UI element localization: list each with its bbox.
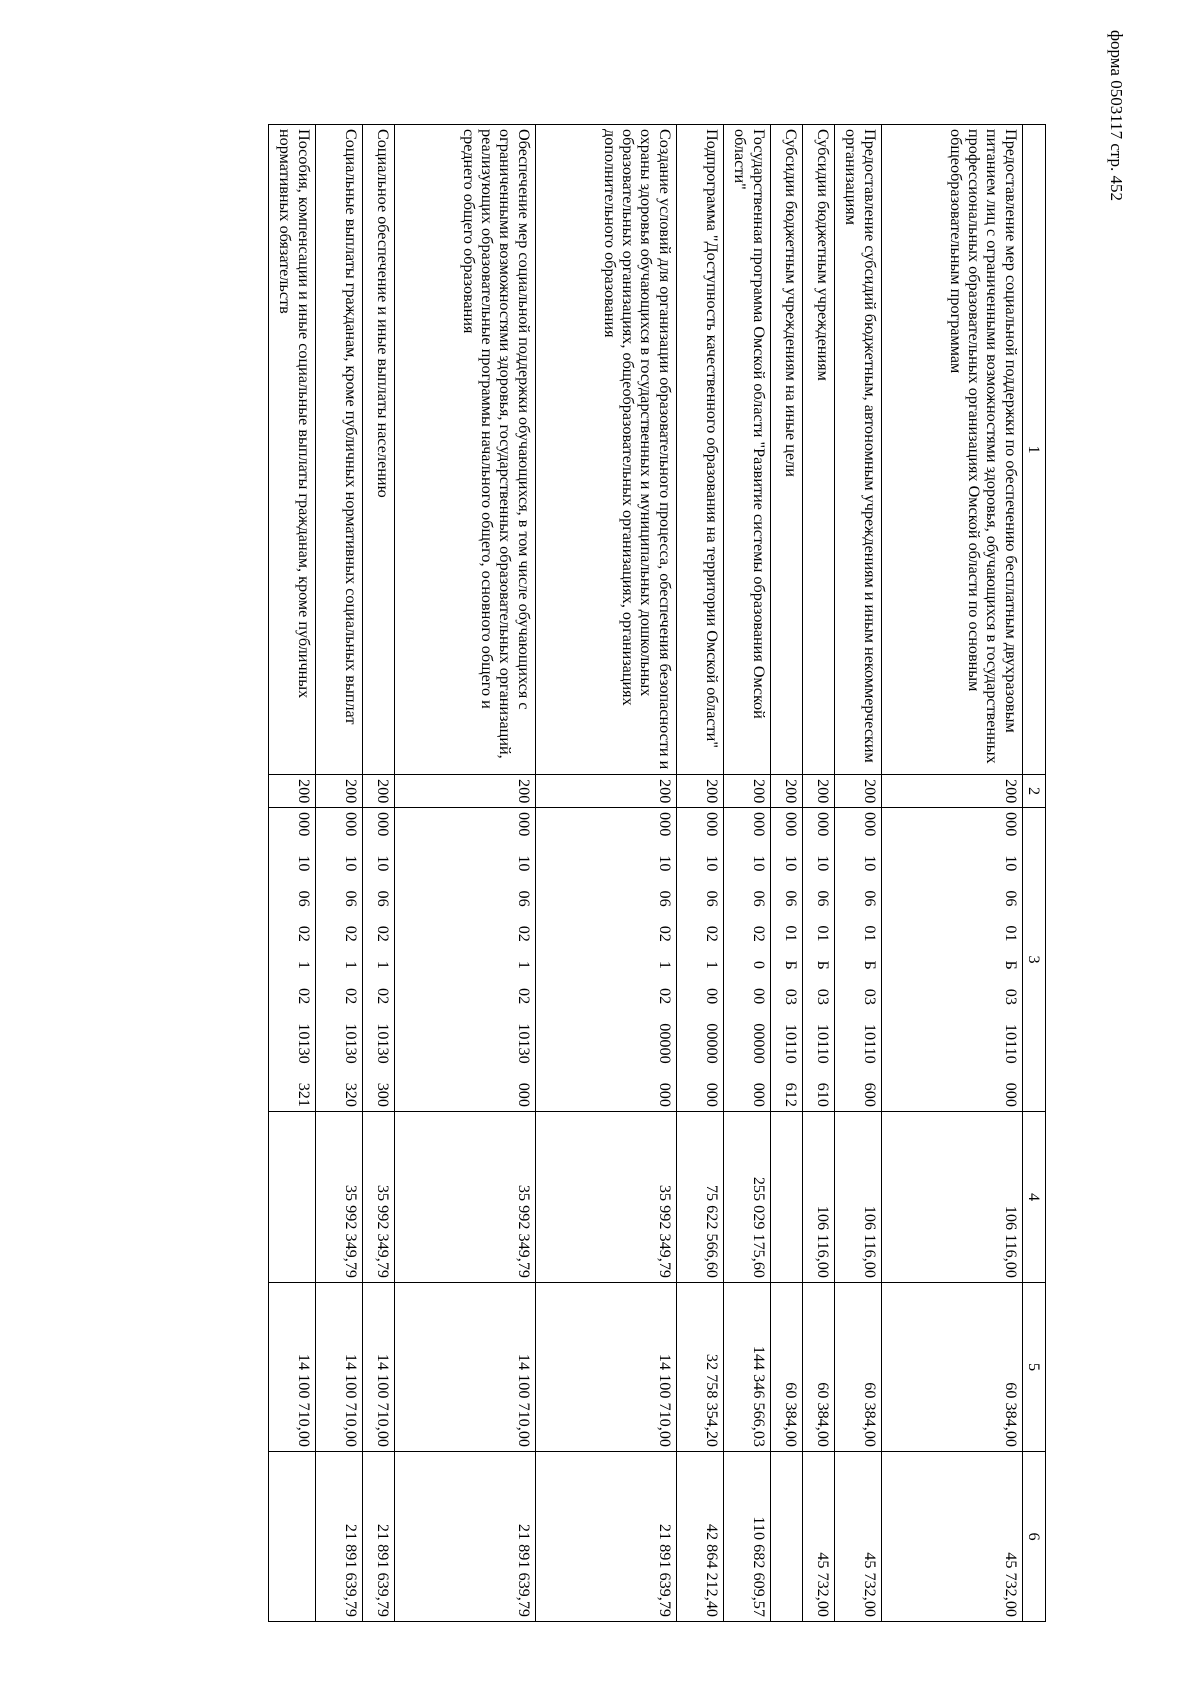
classification-code xyxy=(341,812,359,1107)
code-segment: 02 xyxy=(373,988,392,1005)
code-segment: 02 xyxy=(341,925,360,942)
code-segment: 10130 xyxy=(341,1023,360,1064)
amount-col4-cell: 106 116,00 xyxy=(881,1112,1022,1283)
code-segment: 000 xyxy=(655,812,674,837)
row-classification-code-cell xyxy=(802,808,834,1112)
table-row xyxy=(723,125,770,1622)
code-segment: 03 xyxy=(781,988,800,1005)
amount-col6-cell: 45 732,00 xyxy=(834,1452,881,1622)
table-row xyxy=(770,125,802,1622)
report-table-container xyxy=(116,124,1046,1621)
code-segment: 02 xyxy=(294,988,313,1005)
code-segment: 02 xyxy=(655,925,674,942)
table-row xyxy=(535,125,676,1622)
code-segment: 01 xyxy=(813,925,832,942)
code-segment: 10130 xyxy=(294,1023,313,1064)
column-header: 6 xyxy=(1022,1452,1045,1622)
row-classification-code-cell xyxy=(834,808,881,1112)
amount-col4-cell xyxy=(770,1112,802,1283)
row-classification-code-cell xyxy=(394,808,535,1112)
row-classification-code-cell xyxy=(268,808,315,1112)
code-segment: 10 xyxy=(514,855,533,872)
code-segment: 320 xyxy=(341,1082,360,1107)
row-line-code-cell: 200 xyxy=(268,775,315,808)
amount-col5-cell: 14 100 710,00 xyxy=(268,1283,315,1452)
code-segment: 03 xyxy=(813,988,832,1005)
code-segment: 02 xyxy=(749,925,768,942)
code-segment: 10 xyxy=(1001,855,1020,872)
row-name-cell: Пособия, компенсации и иные социальные выплаты гражданам, кроме публичных нормативных обязательств xyxy=(268,125,315,775)
amount-col6-cell: 45 732,00 xyxy=(802,1452,834,1622)
amount-col5-cell: 32 758 354,20 xyxy=(676,1283,723,1452)
column-header: 2 xyxy=(1022,775,1045,808)
code-segment: 00000 xyxy=(702,1023,721,1064)
code-segment: 06 xyxy=(514,890,533,907)
row-line-code-cell: 200 xyxy=(770,775,802,808)
row-name-cell: Социальные выплаты гражданам, кроме публичных нормативных социальных выплат xyxy=(315,125,362,775)
amount-col6-cell: 21 891 639,79 xyxy=(362,1452,394,1622)
row-classification-code-cell xyxy=(881,808,1022,1112)
classification-code xyxy=(781,812,799,1107)
code-segment: 000 xyxy=(1001,812,1020,837)
row-classification-code-cell xyxy=(676,808,723,1112)
code-segment: 10 xyxy=(781,855,800,872)
code-segment: 1 xyxy=(655,960,674,969)
code-segment: 10 xyxy=(341,855,360,872)
classification-code xyxy=(655,812,673,1107)
code-segment: 600 xyxy=(860,1082,879,1107)
table-row xyxy=(315,125,362,1622)
row-name-cell: Обеспечение мер социальной поддержки обучающихся, в том числе обучающихся с ограниченными возможностями здоровья, государственных образовательных организаций, реализующих образовательные программы начального общего, основного общего и среднего общего образования xyxy=(394,125,535,775)
column-header: 1 xyxy=(1022,125,1045,775)
row-line-code-cell: 200 xyxy=(723,775,770,808)
table-row xyxy=(362,125,394,1622)
code-segment: 06 xyxy=(341,890,360,907)
amount-col6-cell: 45 732,00 xyxy=(881,1452,1022,1622)
code-segment: 000 xyxy=(702,812,721,837)
row-classification-code-cell xyxy=(535,808,676,1112)
code-segment: 10110 xyxy=(813,1023,832,1064)
row-line-code-cell: 200 xyxy=(535,775,676,808)
form-number-label: форма 0503117 стр. 452 xyxy=(1107,30,1126,201)
code-segment: 02 xyxy=(702,925,721,942)
code-segment: 06 xyxy=(373,890,392,907)
code-segment: 00000 xyxy=(655,1023,674,1064)
amount-col4-cell: 35 992 349,79 xyxy=(535,1112,676,1283)
code-segment: 02 xyxy=(655,988,674,1005)
row-line-code-cell: 200 xyxy=(394,775,535,808)
amount-col5-cell: 14 100 710,00 xyxy=(535,1283,676,1452)
row-line-code-cell: 200 xyxy=(881,775,1022,808)
table-row xyxy=(676,125,723,1622)
amount-col5-cell: 60 384,00 xyxy=(770,1283,802,1452)
amount-col4-cell: 255 029 175,60 xyxy=(723,1112,770,1283)
column-header: 4 xyxy=(1022,1112,1045,1283)
code-segment: 10130 xyxy=(514,1023,533,1064)
amount-col4-cell: 75 622 566,60 xyxy=(676,1112,723,1283)
amount-col4-cell: 35 992 349,79 xyxy=(394,1112,535,1283)
classification-code xyxy=(813,812,831,1107)
code-segment: 000 xyxy=(294,812,313,837)
amount-col4-cell: 106 116,00 xyxy=(834,1112,881,1283)
row-name-cell: Субсидии бюджетным учреждениям xyxy=(802,125,834,775)
row-name-cell: Предоставление мер социальной поддержки по обеспечению бесплатным двухразовым питанием лиц с ограниченными возможностями здоровья, обучающихся в государственных профессиональных образовательных организациях Омской области по основным общеобразовательным программам xyxy=(881,125,1022,775)
code-segment: 06 xyxy=(1001,890,1020,907)
code-segment: 1 xyxy=(294,960,313,969)
row-name-cell: Создание условий для организации образовательного процесса, обеспечения безопасности и охраны здоровья обучающихся в государственных и муниципальных дошкольных образовательных организациях, общеобразовательных организациях, организациях дополнительного образования xyxy=(535,125,676,775)
report-table xyxy=(268,124,1046,1622)
amount-col4-cell xyxy=(268,1112,315,1283)
amount-col5-cell: 60 384,00 xyxy=(834,1283,881,1452)
classification-code xyxy=(514,812,532,1107)
table-row xyxy=(802,125,834,1622)
row-line-code-cell: 200 xyxy=(362,775,394,808)
code-segment: 1 xyxy=(702,960,721,969)
row-classification-code-cell xyxy=(723,808,770,1112)
table-row xyxy=(268,125,315,1622)
code-segment: Б xyxy=(1001,960,1020,970)
table-row xyxy=(834,125,881,1622)
code-segment: Б xyxy=(860,960,879,970)
table-body xyxy=(268,125,1022,1622)
amount-col5-cell: 60 384,00 xyxy=(802,1283,834,1452)
amount-col5-cell: 14 100 710,00 xyxy=(362,1283,394,1452)
code-segment: 000 xyxy=(702,1082,721,1107)
code-segment: 00000 xyxy=(749,1023,768,1064)
code-segment: 1 xyxy=(373,960,392,969)
code-segment: 01 xyxy=(781,925,800,942)
column-header-row xyxy=(1022,125,1045,1622)
code-segment: 000 xyxy=(514,812,533,837)
row-line-code-cell: 200 xyxy=(802,775,834,808)
amount-col6-cell: 110 682 609,57 xyxy=(723,1452,770,1622)
code-segment: 03 xyxy=(1001,988,1020,1005)
code-segment: 10 xyxy=(373,855,392,872)
code-segment: 000 xyxy=(1001,1082,1020,1107)
code-segment: Б xyxy=(813,960,832,970)
code-segment: 000 xyxy=(781,812,800,837)
code-segment: 10130 xyxy=(373,1023,392,1064)
amount-col6-cell xyxy=(268,1452,315,1622)
amount-col6-cell: 42 864 212,40 xyxy=(676,1452,723,1622)
code-segment: 00 xyxy=(749,988,768,1005)
code-segment: 02 xyxy=(514,988,533,1005)
code-segment: 10 xyxy=(702,855,721,872)
amount-col6-cell: 21 891 639,79 xyxy=(394,1452,535,1622)
amount-col6-cell xyxy=(770,1452,802,1622)
code-segment: 000 xyxy=(749,812,768,837)
code-segment: 612 xyxy=(781,1082,800,1107)
table-row xyxy=(394,125,535,1622)
classification-code xyxy=(860,812,878,1107)
amount-col5-cell: 60 384,00 xyxy=(881,1283,1022,1452)
code-segment: 1 xyxy=(341,960,360,969)
code-segment: 02 xyxy=(294,925,313,942)
row-classification-code-cell xyxy=(770,808,802,1112)
column-header: 3 xyxy=(1022,808,1045,1112)
code-segment: 02 xyxy=(341,988,360,1005)
code-segment: 000 xyxy=(514,1082,533,1107)
code-segment: 610 xyxy=(813,1082,832,1107)
code-segment: 10110 xyxy=(781,1023,800,1064)
code-segment: 06 xyxy=(655,890,674,907)
row-name-cell: Подпрограмма "Доступность качественного образования на территории Омской области" xyxy=(676,125,723,775)
code-segment: 000 xyxy=(655,1082,674,1107)
code-segment: 10 xyxy=(749,855,768,872)
code-segment: 10 xyxy=(294,855,313,872)
code-segment: 10110 xyxy=(1001,1023,1020,1064)
amount-col5-cell: 14 100 710,00 xyxy=(394,1283,535,1452)
code-segment: 06 xyxy=(781,890,800,907)
amount-col4-cell: 35 992 349,79 xyxy=(315,1112,362,1283)
code-segment: 10110 xyxy=(860,1023,879,1064)
row-name-cell: Социальное обеспечение и иные выплаты населению xyxy=(362,125,394,775)
code-segment: 000 xyxy=(373,812,392,837)
row-classification-code-cell xyxy=(315,808,362,1112)
amount-col4-cell: 35 992 349,79 xyxy=(362,1112,394,1283)
classification-code xyxy=(1001,812,1019,1107)
code-segment: 300 xyxy=(373,1082,392,1107)
amount-col5-cell: 14 100 710,00 xyxy=(315,1283,362,1452)
classification-code xyxy=(702,812,720,1107)
code-segment: 06 xyxy=(749,890,768,907)
code-segment: 321 xyxy=(294,1082,313,1107)
code-segment: 02 xyxy=(514,925,533,942)
amount-col6-cell: 21 891 639,79 xyxy=(535,1452,676,1622)
code-segment: 02 xyxy=(373,925,392,942)
row-line-code-cell: 200 xyxy=(315,775,362,808)
code-segment: 000 xyxy=(749,1082,768,1107)
code-segment: 10 xyxy=(860,855,879,872)
code-segment: 00 xyxy=(702,988,721,1005)
row-name-cell: Государственная программа Омской области "Развитие системы образования Омской области" xyxy=(723,125,770,775)
classification-code xyxy=(294,812,312,1107)
code-segment: 10 xyxy=(655,855,674,872)
code-segment: 06 xyxy=(294,890,313,907)
code-segment: 1 xyxy=(514,960,533,969)
code-segment: Б xyxy=(781,960,800,970)
code-segment: 10 xyxy=(813,855,832,872)
classification-code xyxy=(749,812,767,1107)
row-name-cell: Предоставление субсидий бюджетным, автономным учреждениям и иным некоммерческим организациям xyxy=(834,125,881,775)
code-segment: 000 xyxy=(860,812,879,837)
code-segment: 03 xyxy=(860,988,879,1005)
row-line-code-cell: 200 xyxy=(834,775,881,808)
code-segment: 06 xyxy=(702,890,721,907)
classification-code xyxy=(373,812,391,1107)
code-segment: 01 xyxy=(860,925,879,942)
amount-col4-cell: 106 116,00 xyxy=(802,1112,834,1283)
amount-col6-cell: 21 891 639,79 xyxy=(315,1452,362,1622)
code-segment: 000 xyxy=(341,812,360,837)
code-segment: 000 xyxy=(813,812,832,837)
amount-col5-cell: 144 346 566,03 xyxy=(723,1283,770,1452)
code-segment: 01 xyxy=(1001,925,1020,942)
column-header: 5 xyxy=(1022,1283,1045,1452)
code-segment: 06 xyxy=(813,890,832,907)
row-classification-code-cell xyxy=(362,808,394,1112)
code-segment: 06 xyxy=(860,890,879,907)
row-line-code-cell: 200 xyxy=(676,775,723,808)
table-row xyxy=(881,125,1022,1622)
row-name-cell: Субсидии бюджетным учреждениям на иные цели xyxy=(770,125,802,775)
code-segment: 0 xyxy=(749,960,768,969)
